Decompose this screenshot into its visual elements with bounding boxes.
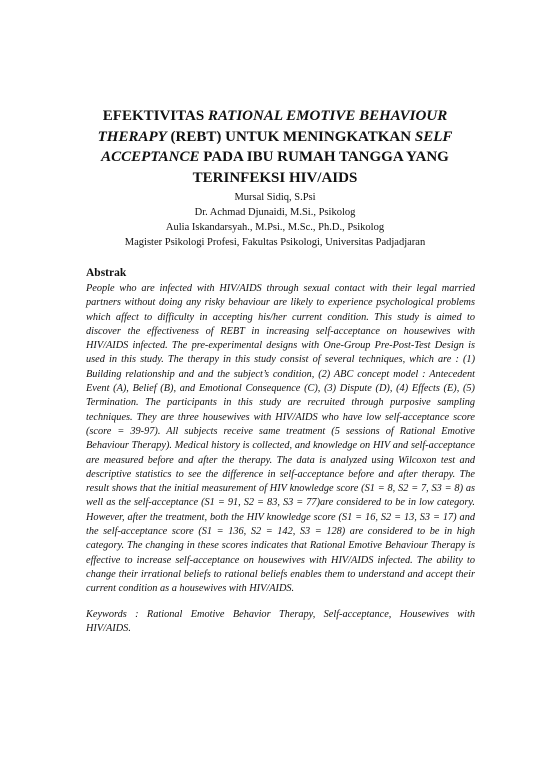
- author-3: Aulia Iskandarsyah., M.Psi., M.Sc., Ph.D., Psikolog: [165, 222, 385, 233]
- paper-title: [95, 106, 455, 188]
- author-2: Dr. Achmad Djunaidi, M.Si., Psikolog: [194, 207, 356, 218]
- title-part-2: RATIONAL EMOTIVE BEHAVIOUR THERAPY: [97, 108, 448, 145]
- title-part-5: PADA IBU RUMAH TANGGA YANG TERINFEKSI HIV/AIDS: [192, 149, 449, 186]
- abstract-body: People who are infected with HIV/AIDS through sexual contact with their legal married partners without doing any risky behaviour are likely to experience psychological problems which affect to difficulty in accepting his/her current condition. This study is aimed to discover the effectiveness of REBT in increasing self-acceptance on housewives with HIV/AIDS infected. The pre-experimental designs with One-Group Pre-Post-Test Design is used in this study. The therapy in this study consist of several techniques, which are : (1) Building relationship and and the subject’s condition, (2) ABC concept model : Antecedent Event (A), Belief (B), and Emotional Consequence (C), (3) Dispute (D), (4) Effects (E), (5) Termination. The participants in this study are recruited through purposive sampling techniques. They are three housewives with HIV/AIDS who have low self-acceptance score (score = 39-97). All subjects receive same treatment (5 sessions of Rational Emotive Behaviour Therapy). Medical history is collected, and knowledge on HIV and self-acceptance are measured before and after the therapy. The data is analyzed using Wilcoxon test and descriptive statistics to see the difference in self-acceptance before and after therapy. The result shows that the initial measurement of HIV knowledge score (S1 = 8, S2 = 7, S3 = 8) as well as the self-acceptance (S1 = 91, S2 = 83, S3 = 77)are considered to be in low category. However, after the treatment, both the HIV knowledge score (S1 = 16, S2 = 13, S3 = 17) and the self-acceptance score (S1 = 136, S2 = 142, S3 = 128) are considered to be in high category. The changing in these scores indicates that Rational Emotive Behaviour Therapy is effective to increase self-acceptance on housewives with HIV/AIDS infected. The ability to change their irrational beliefs to rational beliefs enables them to understand and accept their current condition as a housewives with HIV/AIDS.: [86, 283, 475, 595]
- title-part-1: EFEKTIVITAS: [102, 108, 208, 124]
- affiliation: Magister Psikologi Profesi, Fakultas Psikologi, Universitas Padjadjaran: [124, 237, 426, 248]
- keywords: Keywords : Rational Emotive Behavior Therapy, Self-acceptance, Housewives with HIV/AIDS.: [86, 609, 475, 635]
- title-part-4: SELF ACCEPTANCE: [101, 128, 453, 165]
- abstract-heading: Abstrak: [86, 267, 127, 279]
- author-block: [60, 190, 490, 250]
- author-1: Mursal Sidiq, S.Psi: [234, 192, 316, 203]
- title-part-3: (REBT) UNTUK MENINGKATKAN: [166, 128, 415, 145]
